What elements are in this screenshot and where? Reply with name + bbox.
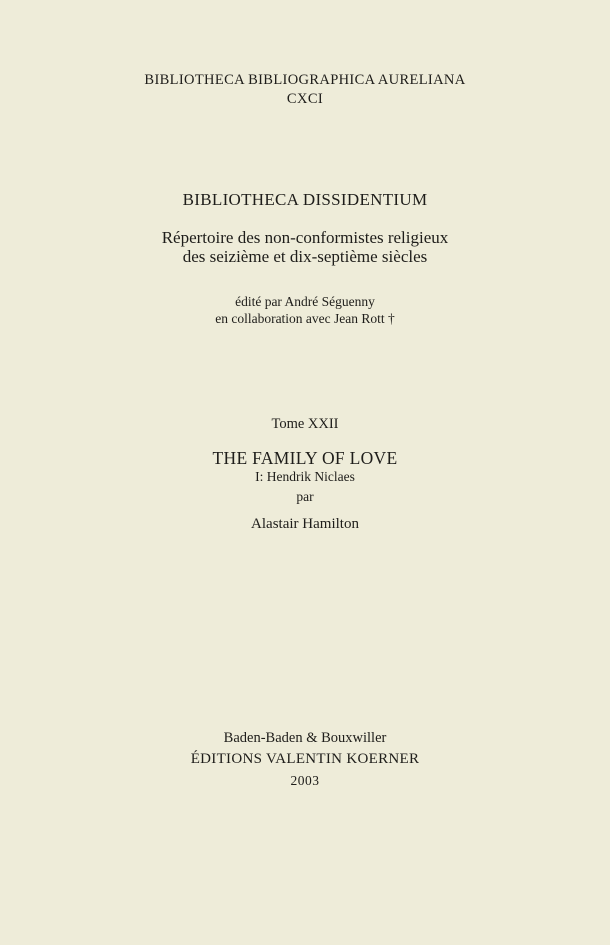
author-name: Alastair Hamilton	[251, 516, 359, 532]
publisher-name: ÉDITIONS VALENTIN KOERNER	[190, 751, 420, 767]
publication-year: 2003	[290, 773, 320, 788]
collection-title: BIBLIOTHECA DISSIDENTIUM	[182, 190, 428, 209]
editor-credit: édité par André Séguenny	[235, 294, 375, 309]
by-label: par	[296, 489, 314, 504]
series-title: BIBLIOTHECA BIBLIOGRAPHICA AURELIANA	[144, 72, 466, 88]
tome-number: Tome XXII	[271, 416, 339, 432]
volume-title: I: Hendrik Niclaes	[255, 469, 355, 484]
book-title: THE FAMILY OF LOVE	[212, 448, 398, 468]
series-number: CXCI	[286, 91, 324, 107]
collaboration-credit: en collaboration avec Jean Rott †	[215, 311, 395, 326]
collection-subtitle-line-1: Répertoire des non-conformistes religieux	[161, 228, 449, 247]
collection-subtitle-line-2: des seizième et dix-septième siècles	[182, 247, 428, 266]
publication-place: Baden-Baden & Bouxwiller	[223, 730, 387, 746]
